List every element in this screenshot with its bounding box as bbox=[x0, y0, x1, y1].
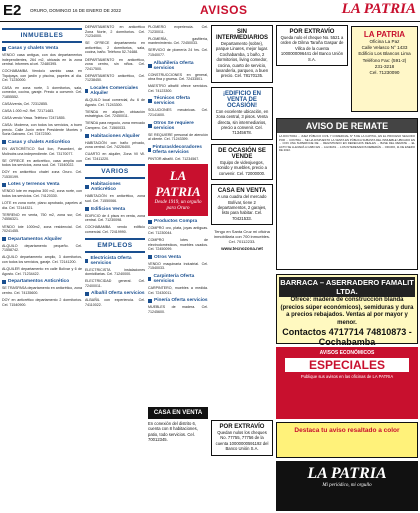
ad-groups bbox=[85, 256, 145, 308]
ad-box-title: SIN INTERMEDIARIOS bbox=[215, 29, 268, 41]
classified-ad: ALQUILO departamento amplio, 3 dormitorios, con todos los servicios, garaje. Cel. 72141200. bbox=[2, 255, 82, 264]
bullet-icon bbox=[85, 207, 89, 211]
ad-list bbox=[85, 25, 145, 83]
casa-en-venta-box bbox=[148, 407, 208, 443]
barraca-title: BARRACA – ASERRADERO FAMALIT LTDA. bbox=[280, 278, 414, 296]
classified-ad: VENDO lote en esquina 300 m2, zona norte, con todos los servicios. Cel. 74120330. bbox=[2, 189, 82, 199]
subcategory-heading bbox=[148, 96, 208, 106]
subcategory-heading bbox=[148, 219, 208, 224]
classified-ad: TIENDA para negocio, zona mercado Campero. Cel. 71560033. bbox=[85, 121, 145, 130]
office-line: Calle Velasco N° 1433 bbox=[361, 45, 408, 51]
office-line: Oficina La Paz bbox=[369, 39, 400, 44]
barraca-text: Ofrece: madera de construcción blanda (precios súper económicos), semiduras y dura a precios rebajados. Ventas al por mayor y menor. bbox=[280, 297, 414, 326]
ad-box-title: POR EXTRAVÍO bbox=[289, 29, 335, 35]
page-number: E2 bbox=[3, 2, 22, 19]
avisos-banner bbox=[276, 347, 418, 419]
classified-ad: VENDO maquinaria industrial. Cel. 71540033. bbox=[148, 261, 208, 271]
classified-ad: ELECTRICIDAD general. Cel. 72400011. bbox=[85, 279, 145, 288]
subcategory-heading bbox=[148, 274, 208, 284]
classified-ad: VENDO lote 1000m2, zona residencial. Cel. 70241455. bbox=[2, 224, 82, 234]
classified-ad: DEPARTAMENTO en anticrético Zona Norte, 2 dormitorios. Cel. 71234000. bbox=[85, 25, 145, 39]
column-1 bbox=[2, 25, 82, 511]
classified-ad: DEPARTAMENTO en anticrético, zona centro, sin niños. Cel. 72417500. bbox=[85, 57, 145, 71]
ad-groups bbox=[148, 219, 208, 314]
promo-subtitle: Desde 1919, un orgullo para Oruro bbox=[154, 200, 202, 212]
office-lines bbox=[355, 39, 414, 76]
subcategory-label: Albañilería Oferta servicios bbox=[153, 60, 194, 71]
classified-ad: ELECTRICISTA instalaciones domiciliarias. Cel. 71240000. bbox=[85, 267, 145, 277]
footer-slogan: Mi periódico, mi orgullo bbox=[322, 483, 372, 488]
ad-box bbox=[211, 87, 273, 140]
bullet-icon bbox=[85, 185, 89, 189]
classified-ad: CASA: Moderna, con todos los servicios, a buen precio. Calle Junín entre Presidente Montes y Soria Galvarro. Cel. 72472390. bbox=[2, 123, 82, 137]
ad-box-title: ¡EDIFICIO EN VENTA DE OCASIÓN! bbox=[222, 90, 261, 109]
subcategory-label: Pinería Oferta servicios bbox=[154, 298, 208, 304]
ad-box-text: Equipo de videojuegos, sonido y muebles, precio a convenir. Cel. 72000000. bbox=[217, 159, 267, 176]
subcategory-heading bbox=[85, 291, 145, 296]
subcategory-label: Otros Venta bbox=[154, 254, 181, 260]
promo-title: LA PATRIA bbox=[155, 168, 201, 200]
destaca-banner bbox=[276, 422, 418, 458]
category-heading: VARIOS bbox=[85, 164, 145, 179]
column-2 bbox=[85, 25, 145, 511]
subcategory-heading bbox=[148, 121, 208, 131]
ad-box bbox=[211, 184, 273, 225]
subcategory-heading bbox=[148, 298, 208, 303]
auction-notice bbox=[276, 118, 418, 270]
section-title: AVISOS bbox=[200, 3, 248, 17]
subcategory-heading bbox=[2, 46, 82, 51]
subcategory-label: Edificios Venta bbox=[91, 206, 126, 212]
ad-box bbox=[276, 25, 348, 66]
classified-ad: EN ANTICRÉTICO Sud Ilon, Pasankeri, de Molinobs una independiente. Cel. 73170077. bbox=[2, 146, 82, 156]
classified-ad: CASA/venta, Cel. 72312855. bbox=[2, 101, 48, 106]
classified-ad: HABITACIÓN en anticrético, zona sud. Cel. 71550066. bbox=[85, 194, 145, 204]
bullet-icon bbox=[85, 292, 89, 296]
ad-box-text: A una cuadra del mercado Bolívar, tiene 2 departamentos, 2 garajes, listo para habitar. Cel. 70421533. bbox=[217, 194, 267, 221]
category-heading: INMUEBLES bbox=[2, 28, 82, 43]
ad-box-title: POR EXTRAVÍO bbox=[219, 424, 265, 430]
subcategory-heading bbox=[2, 237, 82, 242]
barraca-ad bbox=[276, 274, 418, 347]
subcategory-label: Habitaciones Anticrético bbox=[90, 182, 121, 193]
casa-venta-text: En conexión del distrito 6, cuenta con 8 habitaciones, patio, todo servicios. Cel. 70012345. bbox=[148, 421, 198, 443]
bullet-icon bbox=[148, 220, 152, 224]
bullet-icon bbox=[85, 134, 89, 138]
classified-ad: DOY en anticrético departamento 2 dormitorios. Cel. 71540900. bbox=[2, 297, 82, 307]
office-line: Edificio Los Blancos Lima bbox=[358, 51, 411, 57]
bullet-icon bbox=[2, 183, 6, 187]
classified-ad: COCHABAMBA vendo edificio comercial. Cel. 72419990. bbox=[85, 225, 145, 234]
ad-box-text: Quedan nulos los cheques No. 77755, 77756 de la cuenta 10000000591192 del Banco Unión S.A. bbox=[215, 430, 269, 452]
subcategory-heading bbox=[2, 140, 82, 145]
classified-ad: MAESTRO albañil ofrece servicios. Cel. 74123300. bbox=[148, 84, 208, 93]
page-header bbox=[0, 0, 420, 22]
ad-box-text: Con excelente ubicación, en zona central, 3 pisos. Venta directa, sin intermediarios, precio a convenir. Cel. 71345678. bbox=[215, 108, 269, 136]
subcategory-heading bbox=[85, 86, 145, 96]
ad-box-text: Queda nulo el cheque No. 5521 a orden de Dilma Taraña Gaspar de Villca de la cuenta 1000000096441 del Banco Unión S.A. bbox=[280, 35, 344, 62]
subcategory-label: Departamentos Alquiler bbox=[8, 236, 62, 242]
bullet-icon bbox=[2, 47, 6, 51]
bullet-icon bbox=[85, 259, 88, 263]
classified-ad: SE OFRECE en anticrético, casa amplia con todos los servicios, zona sud. Cel. 71540022. bbox=[2, 158, 82, 168]
auction-body: LA DOCTORA ... JUEZ PÚBLICO CIVIL Y COMERCIAL N° 5 DE LA CAPITAL, EN EL PROCESO SEGUIDO POR ... CONTRA ... SE HA DISPUESTO LA VENTA EN PÚBLICA SUBASTA DEL INMUEBLE UBICADO EN ... CON UNA SUPERFICIE DE ... REGISTRADO EN DERECHOS REALES ... BASE DEL REMATE ... EL ACTO SE LLEVARÁ A CABO EN ... A HORAS ... LOS INTERESADOS DEBERÁN ... ORURO, 11 DE ENERO DE 2022. bbox=[279, 134, 415, 152]
classified-ad: TIENDA en alquiler, ubicación estratégica. Cel. 72450011. bbox=[85, 109, 145, 119]
page-date: ORURO, DOMINGO 16 DE ENERO DE 2022 bbox=[30, 8, 122, 13]
ad-box bbox=[211, 25, 273, 83]
ad-groups bbox=[85, 86, 145, 161]
subcategory-heading bbox=[2, 279, 82, 284]
bullet-icon bbox=[2, 140, 6, 144]
subcategory-label: Carpintería Oferta servicios bbox=[153, 274, 195, 285]
web-link[interactable]: www.tecnozona.net bbox=[221, 245, 263, 251]
subcategory-label: Habitaciones Alquiler bbox=[91, 133, 140, 139]
classified-ad: ALBAÑIL con experiencia. Cel. 74110022. bbox=[85, 298, 145, 307]
classified-ad: DOY en anticrético chalet zona Oruro. Cel. 71530199. bbox=[2, 170, 82, 179]
newspaper-logo: LA PATRIA bbox=[341, 1, 416, 17]
destaca-text: Destaca tu aviso resaltado a color bbox=[294, 427, 400, 434]
subcategory-heading bbox=[85, 134, 145, 139]
bullet-icon bbox=[2, 280, 6, 284]
classified-ad: CASA 1.000 m2. Ref. 72171483. bbox=[2, 108, 55, 113]
subcategory-label: Locales Comerciales Alquiler bbox=[90, 86, 139, 97]
ad-box bbox=[211, 144, 273, 180]
ad-groups bbox=[148, 61, 208, 162]
classified-ad: DEPARTAMENTO anticrético, Cel. 71238450. bbox=[85, 73, 145, 83]
ad-list bbox=[148, 25, 208, 58]
classified-ad: SE OFRECE departamento en anticrético, 2 dormitorios, sala, cocina, baño. Teléfono 52-74488. bbox=[85, 41, 145, 55]
classified-ad: PINTOR albañil. Cel. 71234567. bbox=[148, 156, 200, 161]
office-line: Cel. 71230090 bbox=[369, 70, 400, 76]
subcategory-heading bbox=[85, 207, 145, 212]
subcategory-label: Lotes y terrenos Venta bbox=[8, 182, 60, 188]
subcategory-label: Casas y chalets Venta bbox=[8, 46, 59, 51]
ad-box-title: CASA EN VENTA bbox=[217, 188, 267, 195]
ad-groups bbox=[2, 46, 82, 307]
classified-ad: ALQUILO departamento pequeño. Cel. 71558742. bbox=[2, 243, 82, 253]
casa-venta-title: CASA EN VENTA bbox=[148, 407, 208, 419]
classified-ad: SE REQUIERE personal de atención al cliente. Cel. 71243399. bbox=[148, 132, 208, 142]
banner-line-2: ESPECIALES bbox=[285, 358, 409, 372]
bullet-icon bbox=[148, 255, 152, 259]
classified-ad: COMPRO lotes de electrodomésticos, muebles usados. Cel. 72450099. bbox=[148, 238, 208, 252]
footer-logo: LA PATRIA bbox=[307, 465, 387, 482]
bullet-icon bbox=[2, 237, 6, 241]
classified-ad: COCHABAMBA Vendo/o cambio casa en Tiquipaya, con jardín y piscina, papeles al día. Cel. 71230000. bbox=[2, 69, 82, 83]
la-patria-office-box bbox=[351, 26, 418, 112]
la-patria-footer bbox=[276, 461, 418, 511]
classified-ad: CUARTO en alquiler, Zona Vil Vil. Cel. 72411220. bbox=[85, 152, 145, 161]
la-patria-promo bbox=[148, 164, 208, 216]
ad-groups bbox=[85, 182, 145, 234]
classified-ad: LOTE en zona norte, plano aprobado, papeles al día. Cel. 72144321. bbox=[2, 201, 82, 210]
classified-ad: PLOMERO experiencia. Cel. 71230011. bbox=[148, 25, 208, 34]
classified-ad: ALQUILO local comercial, Av. 6 de Agosto. Cel. 71243300. bbox=[85, 98, 145, 107]
subcategory-label: Productos Compra bbox=[154, 219, 198, 225]
barraca-contact: Contactos 4717714 74810873 - Cochabamba bbox=[282, 327, 412, 347]
column-4-lower bbox=[211, 420, 273, 508]
subcategory-label: Técnicos Oferta servicios bbox=[153, 96, 190, 107]
subcategory-label: Albañil Oferta servicios bbox=[91, 291, 145, 297]
classified-ad: SERVICIO de plomería 24 hrs. Cel. 71540077. bbox=[148, 48, 208, 57]
subcategory-heading bbox=[148, 255, 208, 260]
subcategory-heading bbox=[2, 182, 82, 187]
office-line: Teléfono Fax: (591-2) bbox=[362, 57, 407, 63]
classified-ad: CARPINTERO, muebles a medida. Cel. 72430011. bbox=[148, 286, 208, 295]
subcategory-heading bbox=[85, 182, 145, 192]
banner-line-3: Publique sus avisos en las oficinas de LA PATRIA bbox=[300, 374, 394, 379]
classified-ad: CASA vendo Yawa. Teléfono 72471855. bbox=[2, 116, 66, 121]
classified-ad: CASA en zona norte, 3 dormitorios, sala, comedor, cocina, garaje. Precio a convenir. Cel. 71855552. bbox=[2, 85, 82, 99]
bullet-icon bbox=[148, 64, 152, 68]
classified-ad: COMPRO oro, plata, joyas antiguas. Cel. 71230044. bbox=[148, 226, 208, 235]
classified-ad: MUEBLES de madera. Cel. 71245600. bbox=[148, 305, 208, 314]
category-heading: EMPLEOS bbox=[85, 238, 145, 253]
auction-title: AVISO DE REMATE bbox=[277, 119, 417, 133]
bullet-icon bbox=[148, 277, 151, 281]
subcategory-heading bbox=[148, 61, 208, 71]
classified-ad: VENDO casa antigua, con dos departamentos independientes, 264 m2, ubicada en la zona central. Informes al cel. 72480395. bbox=[2, 53, 82, 67]
classified-ad: PLOMERÍA, gasfitería, mantenimiento. Cel. 72450033. bbox=[148, 36, 208, 46]
ad-box bbox=[211, 420, 273, 456]
classified-ad: HABITACIÓN con baño privado, zona central. Cel. 74226400. bbox=[85, 140, 145, 150]
office-title: LA PATRIA bbox=[363, 30, 406, 39]
subcategory-heading bbox=[85, 256, 145, 266]
subcategory-label: Otros Se requiere servicios bbox=[153, 120, 194, 131]
classified-ad: SOLUCIONES mecánicas. Cel. 72141600. bbox=[148, 108, 208, 118]
classified-ad: CONSTRUCCIONES en general, obra fina y gruesa. Cel. 72433501. bbox=[148, 72, 208, 82]
classified-ad: ALQUILER departamento en calle Bolívar y 6 de Agosto. Cel. 71234422. bbox=[2, 267, 82, 276]
ad-box-title: DE OCASIÓN SE VENDE bbox=[218, 147, 266, 160]
ad-text: Tengo en Santa Cruz mi oficina inmobiliaria con 700 inmuebles. Cel. 70112233. bbox=[213, 229, 271, 245]
classified-ad: SE TRASPASA departamento en anticrético, zona centro. Cel. 74135600. bbox=[2, 286, 82, 295]
ad-box-text: Departamento (sobre), parque Linares, mejor lugar. Cochabamba, 1 baño, 2 dormitorios, living comedor, cocina, cuarto de servicio, lavandería, parqueo, a buen precio. Cel. 78170135. bbox=[215, 41, 269, 79]
bullet-icon bbox=[148, 124, 152, 128]
bullet-icon bbox=[85, 89, 88, 93]
classified-ad: TERRENO en venta, 750 m2, zona sur, Cel. 74556321. bbox=[2, 212, 82, 222]
bullet-icon bbox=[148, 299, 152, 303]
subcategory-label: Electricista Oferta servicios bbox=[90, 255, 132, 266]
bullet-icon bbox=[148, 148, 151, 152]
subcategory-heading bbox=[148, 145, 208, 155]
bullet-icon bbox=[148, 99, 152, 103]
office-line: 231-3218 bbox=[374, 63, 395, 69]
subcategory-label: Departamentos Anticrético bbox=[8, 279, 70, 285]
classified-ad: EDIFICIO de 4 pisos en venta, zona central. Cel. 71230098. bbox=[85, 213, 145, 223]
subcategory-label: Casas y chalets Anticrético bbox=[8, 139, 71, 145]
subcategory-label: Pinturas/decoradores Oferta servicios bbox=[152, 144, 202, 155]
banner-line-1: AVISOS ECONÓMICOS bbox=[319, 350, 375, 356]
